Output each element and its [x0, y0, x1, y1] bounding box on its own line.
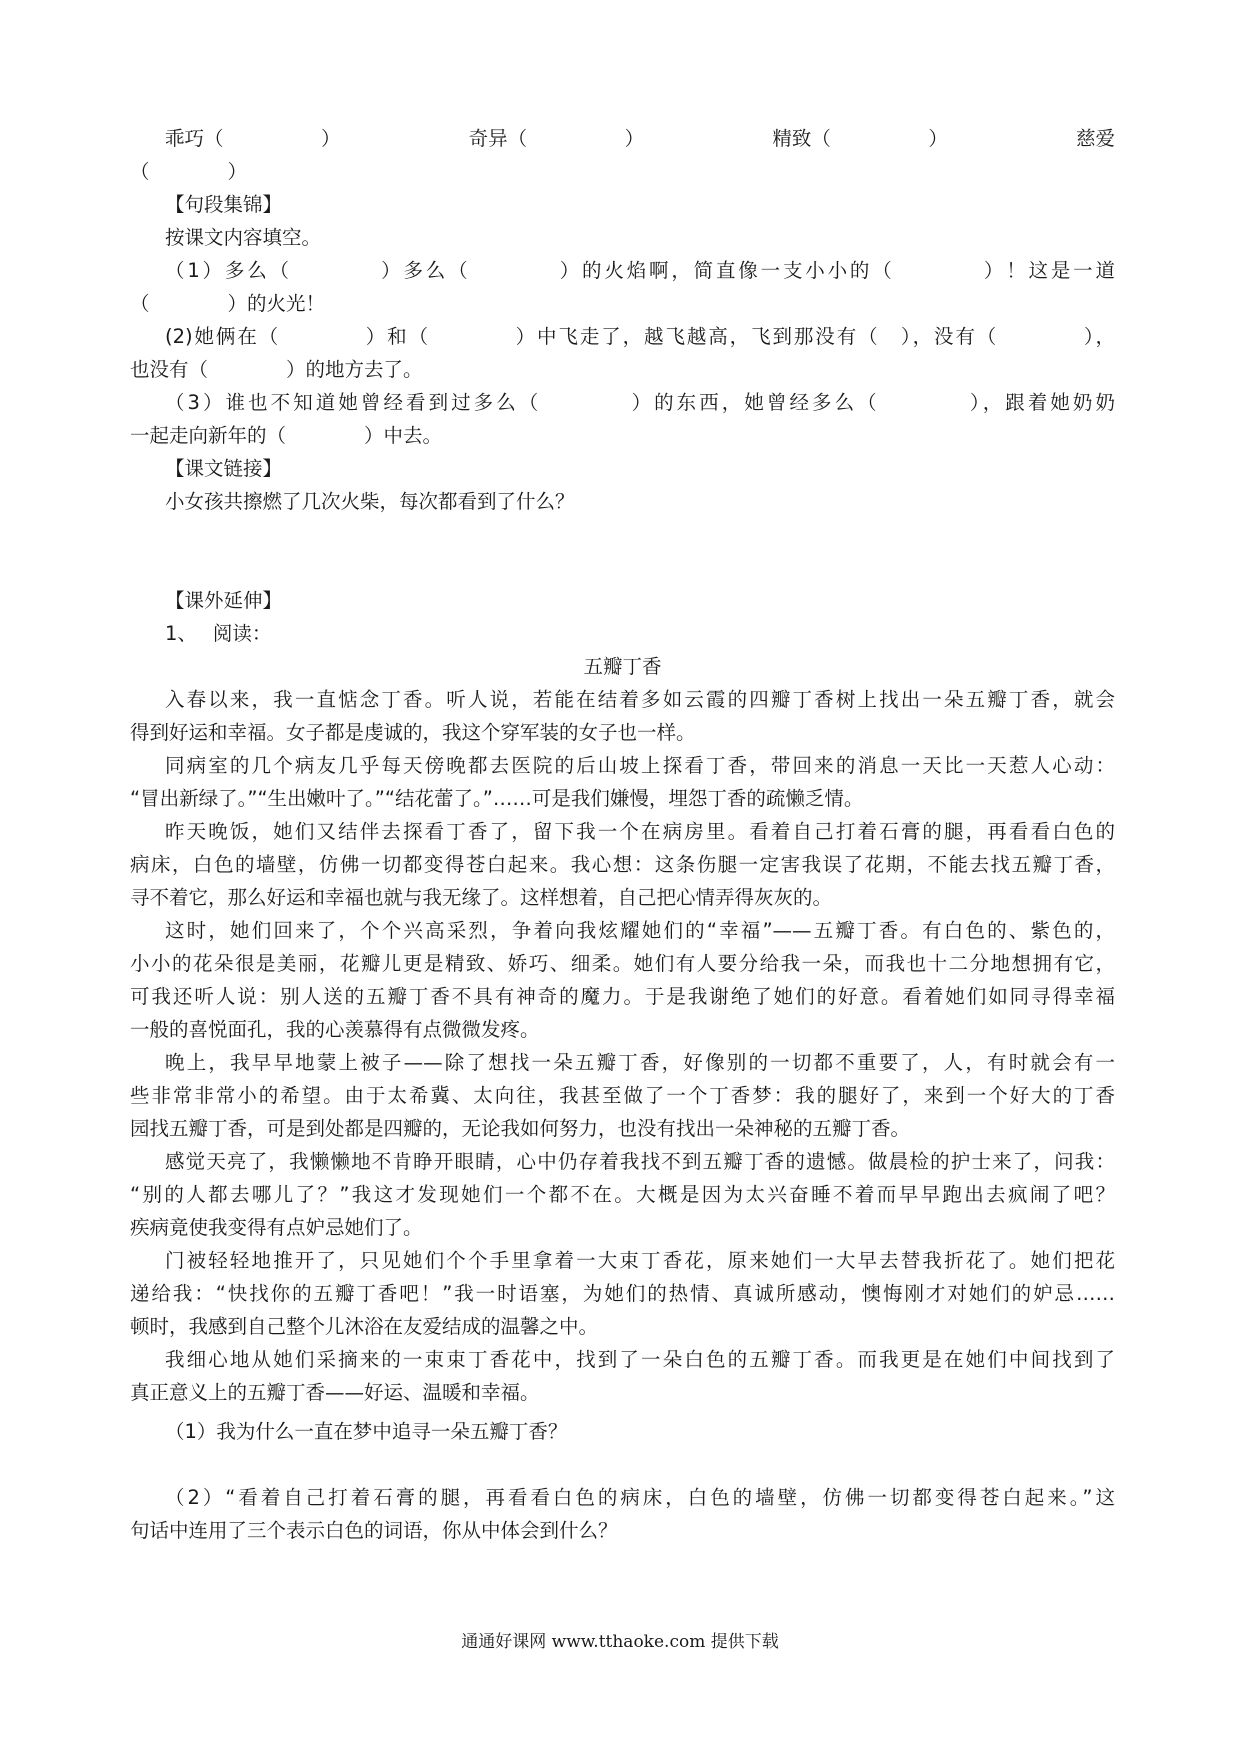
- instruction-fill: 按课文内容填空。: [165, 226, 322, 249]
- question-2-line-1: (2)她俩在（ ）和（ ）中飞走了，越飞越高，飞到那没有（ ），没有（ ），: [165, 325, 1115, 348]
- passage-line: 感觉天亮了，我懒懒地不肯睁开眼睛，心中仍存着我找不到五瓣丁香的遗憾。做晨检的护士来了，问我：: [165, 1150, 1115, 1173]
- passage-line: 小小的花朵很是美丽，花瓣儿更是精致、娇巧、细柔。她们有人要分给我一朵，而我也十二分地想拥有它，: [130, 952, 1115, 975]
- section-heading-extend: 【课外延伸】: [165, 589, 283, 612]
- passage-line: 可我还听人说：别人送的五瓣丁香不具有神奇的魔力。于是我谢绝了她们的好意。看着她们如同寻得幸福: [130, 985, 1115, 1008]
- passage-title: 五瓣丁香: [583, 655, 662, 678]
- word-fill-3: 精致（ ）: [772, 127, 948, 150]
- word-fill-4: 慈爱: [1075, 127, 1115, 150]
- passage-line: 寻不着它，那么好运和幸福也就与我无缘了。这样想着，自己把心情弄得灰灰的。: [130, 886, 833, 909]
- passage-line: 入春以来，我一直惦念丁香。听人说，若能在结着多如云霞的四瓣丁香树上找出一朵五瓣丁香，就会: [165, 688, 1115, 711]
- reading-question-1: （1）我为什么一直在梦中追寻一朵五瓣丁香？: [165, 1420, 568, 1443]
- passage-line: 我细心地从她们采摘来的一束束丁香花中，找到了一朵白色的五瓣丁香。而我更是在她们中间找到了: [165, 1348, 1115, 1371]
- passage-line: 同病室的几个病友几乎每天傍晚都去医院的后山坡上探看丁香，带回来的消息一天比一天惹人心动：: [165, 754, 1115, 777]
- word-fill-1: 乖巧（ ）: [165, 127, 341, 150]
- passage-line: “别的人都去哪儿了？”我这才发现她们一个都不在。大概是因为太兴奋睡不着而早早跑出去疯闹了吧？: [130, 1183, 1115, 1206]
- reading-question-2-line-2: 句话中连用了三个表示白色的词语，你从中体会到什么？: [130, 1519, 618, 1542]
- question-1-line-1: （1）多么（ ）多么（ ）的火焰啊，简直像一支小小的（ ）！这是一道: [165, 259, 1115, 282]
- word-fill-row-cont: （ ）: [130, 160, 248, 183]
- passage-line: 得到好运和幸福。女子都是虔诚的，我这个穿军装的女子也一样。: [130, 721, 696, 744]
- passage-line: 一般的喜悦面孔，我的心羡慕得有点微微发疼。: [130, 1018, 540, 1041]
- passage-line: 些非常非常小的希望。由于太希冀、太向往，我甚至做了一个丁香梦：我的腿好了，来到一个好大的丁香: [130, 1084, 1115, 1107]
- question-2-line-2: 也没有（ ）的地方去了。: [130, 358, 423, 381]
- section-heading-link: 【课文链接】: [165, 457, 283, 480]
- passage-line: 晚上，我早早地蒙上被子——除了想找一朵五瓣丁香，好像别的一切都不重要了，人，有时就会有一: [165, 1051, 1115, 1074]
- reading-question-2-line-1: （2）“看着自己打着石膏的腿，再看看白色的病床，白色的墙壁，仿佛一切都变得苍白起来。”这: [165, 1486, 1115, 1509]
- passage-line: 病床，白色的墙壁，仿佛一切都变得苍白起来。我心想：这条伤腿一定害我误了花期，不能去找五瓣丁香，: [130, 853, 1115, 876]
- passage-line: 递给我：“快找你的五瓣丁香吧！”我一时语塞，为她们的热情、真诚所感动，懊悔刚才对她们的妒忌……: [130, 1282, 1115, 1305]
- passage-line: “冒出新绿了。”“生出嫩叶了。”“结花蕾了。”……可是我们嫌慢，埋怨丁香的疏懒乏情。: [130, 787, 864, 810]
- passage-line: 门被轻轻地推开了，只见她们个个手里拿着一大束丁香花，原来她们一大早去替我折花了。她们把花: [165, 1249, 1115, 1272]
- passage-line: 顿时，我感到自己整个儿沐浴在友爱结成的温馨之中。: [130, 1315, 599, 1338]
- passage-line: 昨天晚饭，她们又结伴去探看丁香了，留下我一个在病房里。看着自己打着石膏的腿，再看看白色的: [165, 820, 1115, 843]
- word-fill-row: [165, 122, 1115, 155]
- word-fill-2: 奇异（ ）: [468, 127, 645, 150]
- question-3-line-1: （3）谁也不知道她曾经看到过多么（ ）的东西，她曾经多么（ ），跟着她奶奶: [165, 391, 1115, 414]
- question-1-line-2: （ ）的火光！: [130, 292, 326, 315]
- reading-label: 1、 阅读：: [165, 622, 272, 645]
- passage-line: 疾病竟使我变得有点妒忌她们了。: [130, 1216, 423, 1239]
- passage-line: 园找五瓣丁香，可是到处都是四瓣的，无论我如何努力，也没有找出一朵神秘的五瓣丁香。: [130, 1117, 911, 1140]
- page-footer: 通通好课网 www.tthaoke.com 提供下载: [461, 1632, 779, 1652]
- passage-line: 这时，她们回来了，个个兴高采烈，争着向我炫耀她们的“幸福”——五瓣丁香。有白色的、紫色的，: [165, 919, 1115, 942]
- question-3-line-2: 一起走向新年的（ ）中去。: [130, 424, 443, 447]
- link-question: 小女孩共擦燃了几次火柴，每次都看到了什么？: [165, 490, 575, 513]
- section-heading-sentences: 【句段集锦】: [165, 193, 283, 216]
- passage-line: 真正意义上的五瓣丁香——好运、温暖和幸福。: [130, 1381, 540, 1404]
